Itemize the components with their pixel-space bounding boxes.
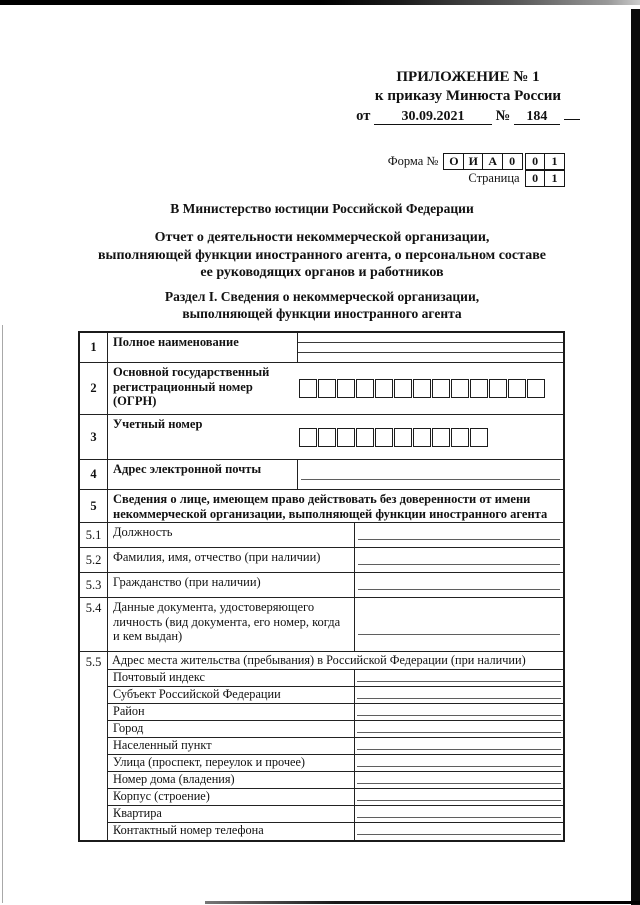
order-number: 184 [514,109,560,125]
address-sub-row [108,704,563,721]
row-label: Адрес электронной почты [108,460,298,489]
digit-box [337,379,355,398]
report-title [0,229,640,282]
address-sub-row [108,755,563,772]
address-sub-row [108,687,563,704]
row-label: Полное наименование [108,333,298,362]
address-block-header: Адрес места жительства (пребывания) в Российской Федерации (при наличии) [108,652,563,670]
form-code-cell: 0 [525,153,546,170]
row-number: 5.3 [80,573,108,597]
digit-box [451,379,469,398]
digit-box [527,379,545,398]
address-field-label: Населенный пункт [108,738,355,754]
form-table [78,331,565,842]
identity-document-write-in-area [355,598,563,651]
row-number: 5.5 [80,652,108,840]
address-field-label: Субъект Российской Федерации [108,687,355,703]
row-number: 5 [80,490,108,522]
report-title-line: ее руководящих органов и работников [200,265,444,280]
address-sub-row [108,789,563,806]
digit-box [451,428,469,447]
digit-box [299,379,317,398]
address-sub-row [108,806,563,823]
row-label: Сведения о лице, имеющем право действовать без доверенности от имени некоммерческой организации, выполняющей функции иностранного агента [113,492,548,521]
report-title-line: выполняющей функции иностранного агента, о персональном составе [98,247,546,263]
digit-box [318,379,336,398]
full-name-write-in-area [298,333,563,362]
address-field-label: Контактный номер телефона [108,823,355,840]
form-code-cell: 1 [544,153,565,170]
row-number: 5.1 [80,523,108,547]
page-digit-cell: 1 [544,170,565,187]
apartment-write-in-area [355,806,563,822]
row-label: Данные документа, удостоверяющего личность (вид документа, его номер, когда и кем выдан) [108,598,355,651]
row-number: 5.4 [80,598,108,651]
row-number: 5.2 [80,548,108,572]
digit-box [375,379,393,398]
form-code-cell: И [463,153,484,170]
table-row-citizenship [80,573,563,598]
position-write-in-area [355,523,563,547]
scan-edge-top [0,0,640,5]
table-row-ogrn [80,363,563,415]
scan-edge-bottom [205,901,640,904]
address-block [108,652,563,840]
digit-box [318,428,336,447]
from-label: от [356,108,371,124]
form-code-row [388,153,565,170]
digit-box [356,428,374,447]
page-digit-cell: 0 [525,170,546,187]
row-number: 4 [80,460,108,489]
table-row-full-name-person [80,548,563,573]
address-field-label: Квартира [108,806,355,822]
table-row-identity-document [80,598,563,652]
page-label: Страница [468,170,520,185]
postal-code-write-in-area [355,670,563,686]
form-code-cell: О [443,153,464,170]
table-row-full-name [80,333,563,363]
table-row-email [80,460,563,490]
table-row-position [80,523,563,548]
appendix-block [348,68,588,126]
digit-box [489,379,507,398]
table-row-account-number [80,415,563,460]
digit-box [470,379,488,398]
address-sub-row [108,772,563,789]
digit-box [394,379,412,398]
digit-box [470,428,488,447]
form-number-label: Форма № [387,153,439,168]
address-field-label: Район [108,704,355,720]
form-code-cell: А [482,153,503,170]
ogrn-digit-boxes [298,363,563,414]
digit-box [337,428,355,447]
page-number-row [468,170,565,187]
address-sub-row [108,823,563,840]
section-title [0,288,640,322]
person-name-write-in-area [355,548,563,572]
city-write-in-area [355,721,563,737]
row-label: Основной государственный регистрационный номер (ОГРН) [113,365,270,408]
house-number-write-in-area [355,772,563,788]
row-label: Учетный номер [113,417,203,431]
report-title-line: Отчет о деятельности некоммерческой организации, [154,230,490,245]
address-field-label: Корпус (строение) [108,789,355,805]
address-field-label: Номер дома (владения) [108,772,355,788]
scan-edge-left [2,325,3,903]
digit-box [299,428,317,447]
row-label: Гражданство (при наличии) [108,573,355,597]
row-number: 2 [80,363,108,414]
ruled-lines [298,333,563,362]
digit-box [375,428,393,447]
form-code-cell: 0 [502,153,523,170]
digit-box [356,379,374,398]
addressee-line: В Министерство юстиции Российской Федерации [170,201,474,216]
row-number: 1 [80,333,108,362]
street-write-in-area [355,755,563,771]
citizenship-write-in-area [355,573,563,597]
address-field-label: Почтовый индекс [108,670,355,686]
address-field-label: Улица (проспект, переулок и прочее) [108,755,355,771]
phone-number-write-in-area [355,823,563,840]
address-sub-row [108,738,563,755]
building-write-in-area [355,789,563,805]
digit-box [432,428,450,447]
digit-box [508,379,526,398]
section-title-line: Раздел I. Сведения о некоммерческой организации, [164,289,480,304]
account-number-digit-boxes [298,415,563,459]
email-write-in-area [298,460,563,489]
number-sign: № [495,108,511,124]
digit-box [432,379,450,398]
row-label: Фамилия, имя, отчество (при наличии) [108,548,355,572]
appendix-subtitle: к приказу Минюста России [374,88,562,104]
scan-edge-right [631,9,640,905]
address-sub-row [108,670,563,687]
address-sub-row [108,721,563,738]
row-number: 3 [80,415,108,459]
form-number-box [388,153,565,187]
district-write-in-area [355,704,563,720]
section-title-line: выполняющей функции иностранного агента [182,306,462,321]
appendix-title: ПРИЛОЖЕНИЕ № 1 [396,69,540,85]
digit-box [394,428,412,447]
order-date: 30.09.2021 [374,109,492,125]
order-number-tail-line [564,119,580,120]
settlement-write-in-area [355,738,563,754]
address-field-label: Город [108,721,355,737]
table-row-person-header [80,490,563,523]
appendix-dateline [348,107,588,126]
region-write-in-area [355,687,563,703]
row-label: Должность [108,523,355,547]
digit-box [413,428,431,447]
digit-box [413,379,431,398]
table-row-address-block [80,652,563,840]
